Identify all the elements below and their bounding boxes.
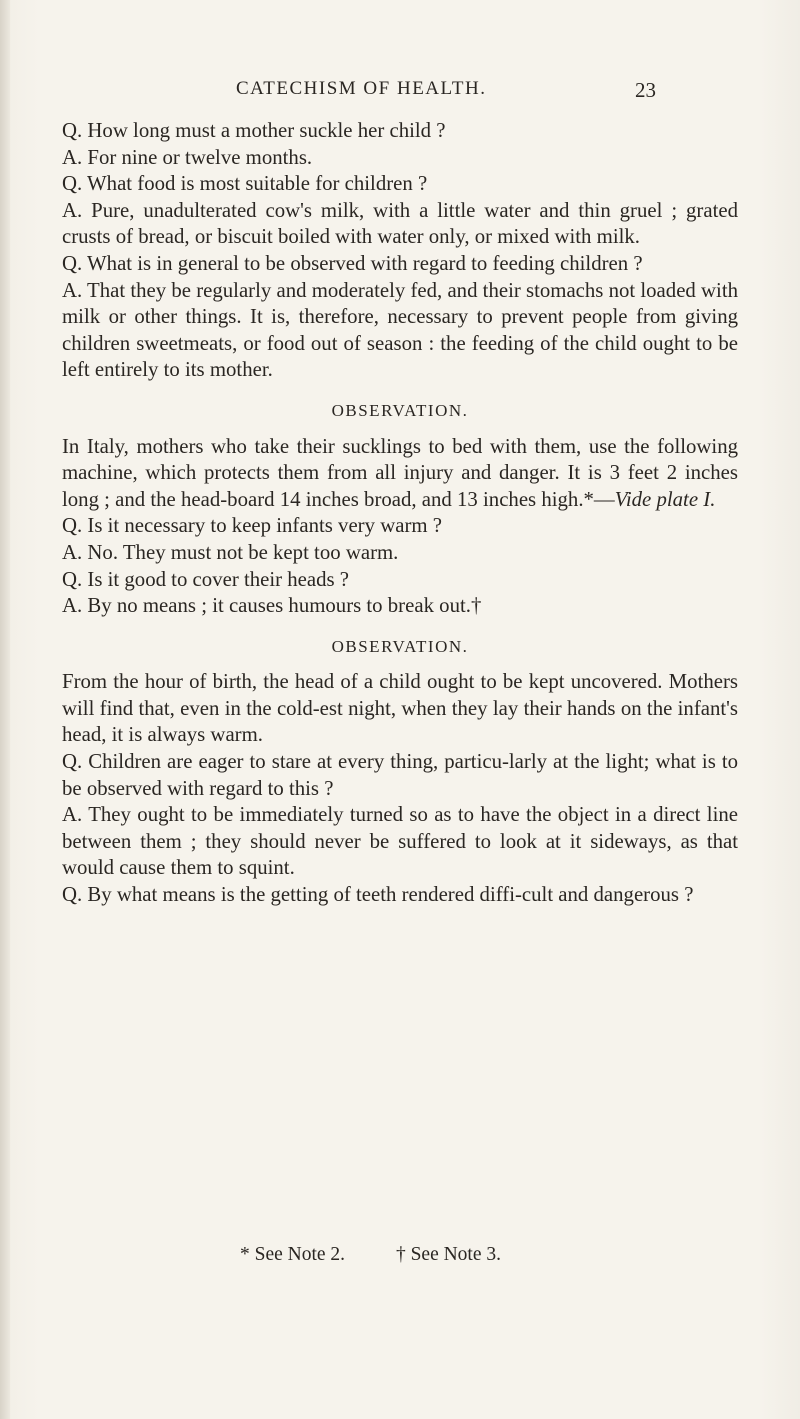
- observation-text: In Italy, mothers who take their sucklings to bed with them, use the following machine, which protects them from all injury and danger. It is 3 feet 2 inches long ; and the head-board 14 inches broad, and 13 inches high.*—: [62, 434, 738, 511]
- running-title: CATECHISM OF HEALTH.: [236, 78, 487, 99]
- question-paragraph: Q. Is it good to cover their heads ?: [62, 567, 350, 591]
- observation-paragraph: [62, 434, 738, 514]
- page-header: [236, 78, 656, 100]
- question-paragraph: Q. Is it necessary to keep infants very warm ?: [62, 514, 442, 538]
- answer-paragraph: A. Pure, unadulterated cow's milk, with a little water and thin gruel ; grated crusts of bread, or biscuit boiled with water only, or mixed with milk.: [62, 198, 738, 249]
- page-binding-edge: [0, 0, 10, 1419]
- observation-paragraph: From the hour of birth, the head of a child ought to be kept uncovered. Mothers will find that, even in the cold-est night, when they lay their hands on the infant's head, it is always warm.: [62, 670, 738, 747]
- observation-heading: OBSERVATION.: [331, 400, 469, 420]
- question-paragraph: Q. What food is most suitable for children ?: [62, 172, 428, 196]
- question-paragraph: Q. How long must a mother suckle her child ?: [62, 119, 446, 142]
- question-paragraph: Q. What is in general to be observed with regard to feeding children ?: [62, 251, 643, 275]
- footnote: * See Note 2.: [240, 1244, 346, 1265]
- page-number: 23: [635, 78, 656, 102]
- answer-paragraph: A. For nine or twelve months.: [62, 145, 313, 169]
- vide-plate-reference: Vide plate I.: [614, 487, 716, 511]
- body-text: [62, 118, 738, 909]
- answer-paragraph: A. That they be regularly and moderately fed, and their stomachs not loaded with milk or other things. It is, therefore, necessary to prevent people from giving children sweetmeats, or food out of season : the feeding of the child ought to be left entirely to its mother.: [62, 278, 738, 382]
- observation-heading: OBSERVATION.: [331, 636, 469, 656]
- footnotes: [240, 1244, 660, 1266]
- answer-paragraph: A. By no means ; it causes humours to break out.†: [62, 594, 482, 618]
- answer-paragraph: A. They ought to be immediately turned so as to have the object in a direct line between them ; they should never be suffered to look at it sideways, as that would cause them to squint.: [62, 803, 738, 880]
- question-paragraph: Q. By what means is the getting of teeth rendered diffi-cult and dangerous ?: [62, 883, 694, 907]
- answer-paragraph: A. No. They must not be kept too warm.: [62, 540, 399, 564]
- footnote: † See Note 3.: [395, 1244, 501, 1265]
- question-paragraph: Q. Children are eager to stare at every thing, particu-larly at the light; what is to be observed with regard to this ?: [62, 750, 738, 800]
